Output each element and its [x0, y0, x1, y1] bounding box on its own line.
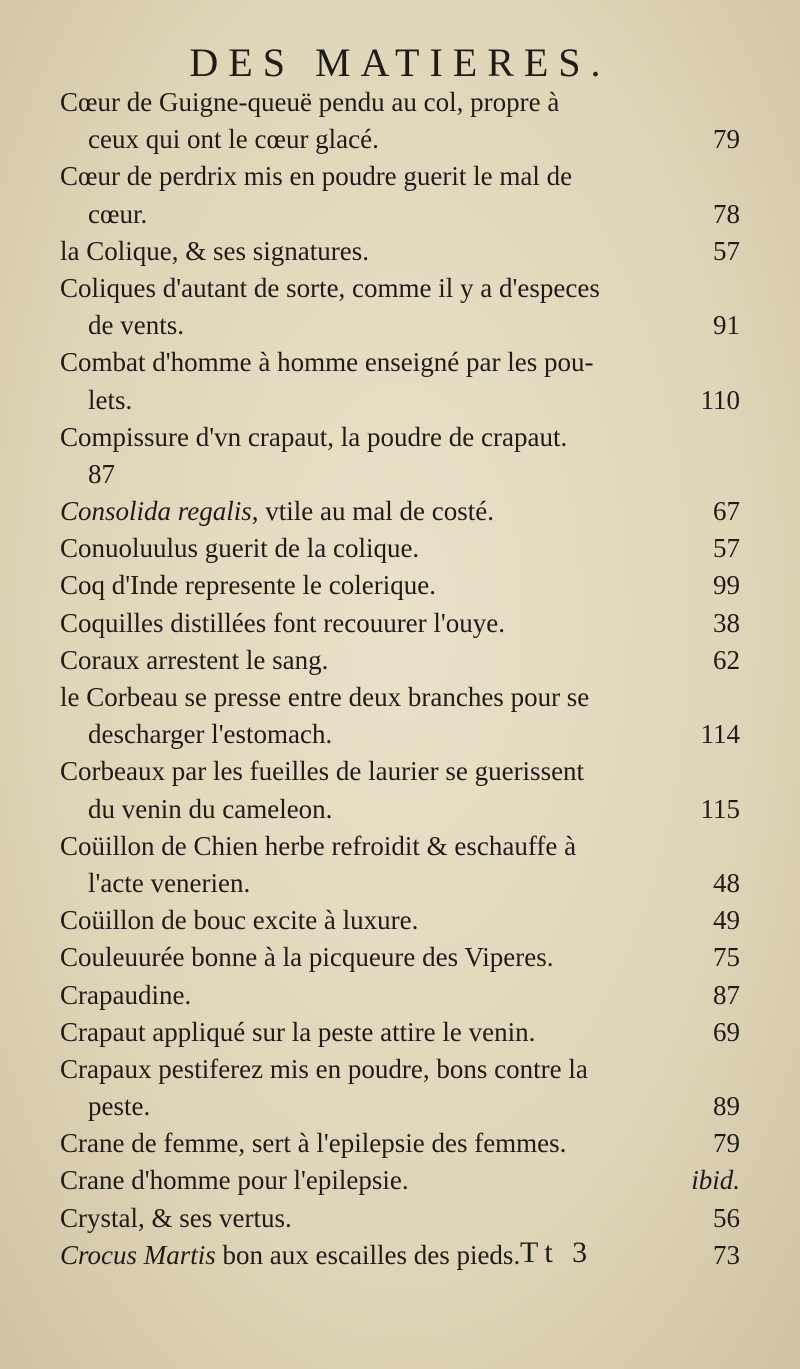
index-entry	[60, 1200, 740, 1237]
entry-line	[60, 679, 740, 716]
index-entry	[60, 828, 740, 902]
index-entry	[60, 753, 740, 827]
entry-page-number: 114	[700, 719, 740, 750]
index-entry	[60, 1162, 740, 1199]
entry-text: Crane d'homme pour l'epilepsie.	[60, 1165, 409, 1196]
entry-page-number: 75	[713, 942, 740, 973]
index-entry	[60, 84, 740, 158]
entry-line	[60, 382, 740, 419]
entry-page-number: 57	[713, 533, 740, 564]
entry-text: lets.	[88, 384, 133, 415]
entry-line	[60, 1237, 740, 1274]
index-entry	[60, 1014, 740, 1051]
entry-text: Cœur de Guigne-queuë pendu au col, propre à	[60, 87, 560, 117]
entry-page-number: 69	[713, 1016, 740, 1047]
entry-line	[60, 121, 740, 158]
index-entry	[60, 233, 740, 270]
index-entry	[60, 1051, 740, 1125]
index-entry	[60, 493, 740, 530]
entry-text: Couleuurée bonne à la picqueure des Viperes.	[60, 942, 554, 973]
entry-line	[60, 344, 740, 381]
index-entry	[60, 1125, 740, 1162]
entry-line	[60, 1051, 740, 1088]
entry-page-number: 91	[713, 310, 740, 341]
index-entry	[60, 1237, 740, 1274]
entry-italic-term: Crocus Martis	[60, 1239, 216, 1270]
entry-text: la Colique, & ses signatures.	[60, 235, 369, 266]
entry-page-number: 56	[713, 1202, 740, 1233]
entry-page-number: 115	[700, 793, 740, 824]
entry-text: cœur.	[88, 198, 148, 229]
entry-text: Crystal, & ses vertus.	[60, 1202, 292, 1233]
entry-line	[60, 530, 740, 567]
entry-line	[60, 642, 740, 679]
entry-page-number: 67	[713, 496, 740, 527]
entry-text: Crapaux pestiferez mis en poudre, bons contre la	[60, 1053, 588, 1084]
entry-text: Crapaudine.	[60, 979, 192, 1010]
index-entry	[60, 344, 740, 418]
entry-text: Coüillon de bouc excite à luxure.	[60, 905, 419, 936]
entry-text: Combat d'homme à homme enseigné par les pou-	[60, 347, 594, 378]
entry-line	[60, 753, 740, 790]
entry-page-number: 78	[713, 198, 740, 229]
entry-line	[60, 828, 740, 865]
index-entry	[60, 939, 740, 976]
entry-line	[60, 791, 740, 828]
entry-line	[60, 84, 740, 121]
entry-text: Crane de femme, sert à l'epilepsie des femmes.	[60, 1128, 567, 1159]
entry-text: de vents.	[88, 310, 184, 341]
entry-line	[60, 419, 740, 456]
entry-text: descharger l'estomach.	[88, 719, 333, 750]
entry-text: 87	[88, 458, 115, 489]
entry-text: Coüillon de Chien herbe refroidit & eschauffe à	[60, 830, 577, 861]
index-entry	[60, 902, 740, 939]
entry-page-number: ibid.	[691, 1165, 740, 1196]
entry-text: Consolida regalis, vtile au mal de costé.	[60, 496, 494, 527]
entry-text: Cœur de perdrix mis en poudre guerit le mal de	[60, 161, 573, 192]
index-entry	[60, 530, 740, 567]
entry-line	[60, 307, 740, 344]
index-entry	[60, 419, 740, 493]
entry-page-number: 57	[713, 235, 740, 266]
entry-line	[60, 977, 740, 1014]
entry-page-number: 89	[713, 1091, 740, 1122]
index-entry	[60, 270, 740, 344]
entry-line	[60, 716, 740, 753]
entry-text: du venin du cameleon.	[88, 793, 333, 824]
entry-text: l'acte venerien.	[88, 867, 251, 898]
entry-text: Coq d'Inde represente le colerique.	[60, 570, 436, 601]
entry-text: Coliques d'autant de sorte, comme il y a d'especes	[60, 272, 600, 303]
index-entry	[60, 679, 740, 753]
entry-page-number: 48	[713, 867, 740, 898]
entry-page-number: 79	[713, 124, 740, 155]
entry-page-number: 87	[713, 979, 740, 1010]
index-entry	[60, 642, 740, 679]
entry-text: Crocus Martis bon aux escailles des pieds.	[60, 1239, 521, 1270]
entry-line	[60, 270, 740, 307]
page-header: DES MATIERES.	[189, 40, 611, 85]
entry-line	[60, 1125, 740, 1162]
entry-line	[60, 493, 740, 530]
index-entry	[60, 977, 740, 1014]
entry-text: Coraux arrestent le sang.	[60, 644, 329, 675]
entry-text: Coquilles distillées font recouurer l'ouye.	[60, 607, 506, 638]
entry-line	[60, 456, 740, 493]
entry-page-number: 79	[713, 1128, 740, 1159]
entry-text: le Corbeau se presse entre deux branches pour se	[60, 682, 590, 712]
entry-line	[60, 196, 740, 233]
entry-text: Corbeaux par les fueilles de laurier se guerissent	[60, 756, 585, 787]
entry-text: Conuoluulus guerit de la colique.	[60, 533, 420, 564]
entry-text: ceux qui ont le cœur glacé.	[88, 124, 379, 155]
entry-line	[60, 1088, 740, 1125]
entry-line	[60, 567, 740, 604]
index-entries	[60, 84, 740, 1274]
entry-page-number: 73	[713, 1239, 740, 1270]
entry-italic-term: Consolida regalis	[60, 496, 252, 527]
entry-line	[60, 1162, 740, 1199]
entry-text: Compissure d'vn crapaut, la poudre de crapaut.	[60, 421, 568, 452]
index-entry	[60, 567, 740, 604]
entry-line	[60, 939, 740, 976]
index-entry	[60, 605, 740, 642]
entry-page-number: 38	[713, 607, 740, 638]
entry-page-number: 99	[713, 570, 740, 601]
entry-line	[60, 233, 740, 270]
entry-text: peste.	[88, 1091, 151, 1122]
entry-line	[60, 605, 740, 642]
entry-page-number: 110	[700, 384, 740, 415]
entry-page-number: 49	[713, 905, 740, 936]
entry-line	[60, 1014, 740, 1051]
entry-line	[60, 865, 740, 902]
index-entry	[60, 158, 740, 232]
entry-line	[60, 902, 740, 939]
entry-page-number: 62	[713, 644, 740, 675]
entry-line	[60, 1200, 740, 1237]
entry-text: Crapaut appliqué sur la peste attire le venin.	[60, 1016, 536, 1047]
signature-mark: Tt 3	[520, 1236, 594, 1269]
entry-line	[60, 158, 740, 195]
